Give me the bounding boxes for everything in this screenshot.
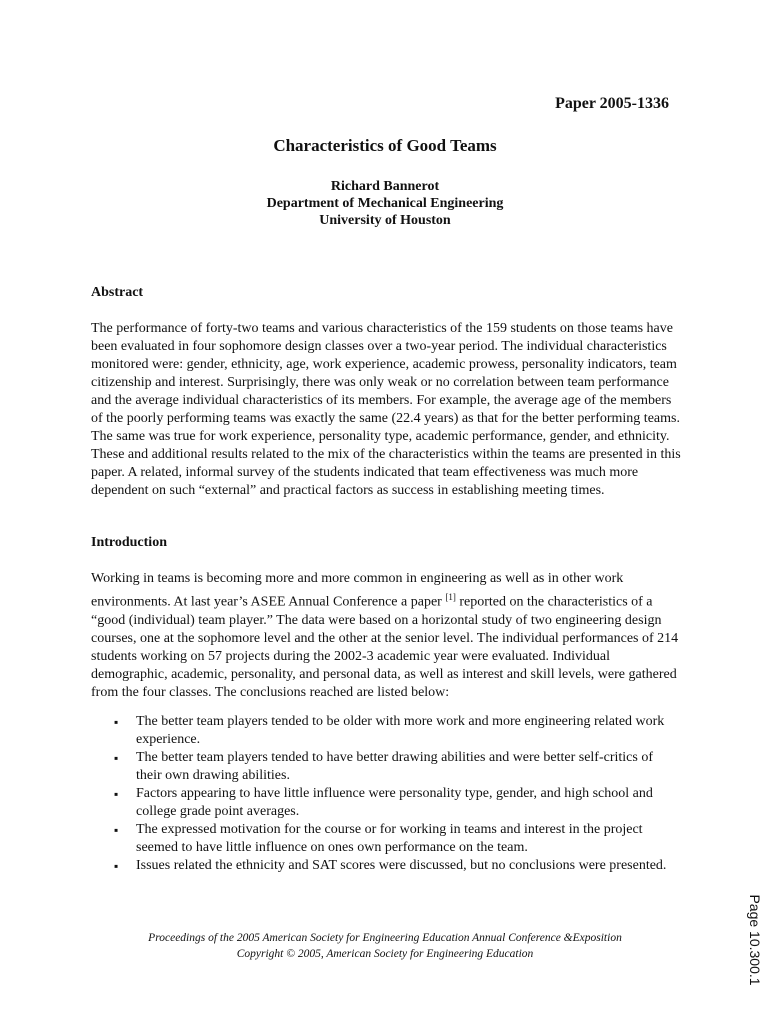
author-block xyxy=(0,178,770,229)
intro-text-part-2: reported on the characteristics of a “good (individual) team player.” The data were based on a horizontal study of two engineering design courses, one at the sophomore level and the other at the senior level. The individual performances of 214 students working on 57 projects during the 2002-3 academic year were evaluated. Individual demographic, academic, personality, and personal data, as well as interest and skill levels, were gathered from the four classes. The conclusions reached are listed below: xyxy=(91,594,679,700)
intro-text-part-1: Working in teams is becoming more and more common in engineering as well as in other work environments. At last year’s ASEE Annual Conference a paper xyxy=(91,571,624,610)
list-item: ▪ Issues related the ethnicity and SAT scores were discussed, but no conclusions were presented. xyxy=(114,857,681,875)
introduction-text xyxy=(91,570,681,702)
introduction-heading: Introduction xyxy=(91,535,167,550)
abstract-text: The performance of forty-two teams and various characteristics of the 159 students on those teams have been evaluated in four sophomore design classes over a two-year period. The individual characteristics monitored were: gender, ethnicity, age, work experience, academic prowess, personality indicators, team citizenship and interest. Surprisingly, there was only weak or no correlation between team performance and the average individual characteristics of its members. For example, the average age of the members of the poorly performing teams was exactly the same (22.4 years) as that for the better performing teams. The same was true for work experience, personality type, academic performance, gender, and ethnicity. These and additional results related to the mix of the characteristics within the teams are presented in this paper. A related, informal survey of the students indicated that team effectiveness was much more dependent on such “external” and practical factors as success in establishing meeting times. xyxy=(91,321,681,498)
author-name: Richard Bannerot xyxy=(330,179,440,194)
page-number-label: Page 10.300.1 xyxy=(747,894,763,986)
paper-title: Characteristics of Good Teams xyxy=(273,136,497,155)
abstract-heading: Abstract xyxy=(91,285,144,300)
page-footer xyxy=(0,930,770,962)
list-item: ▪ The expressed motivation for the course or for working in teams and interest in the project seemed to have little influence on ones own performance on the team. xyxy=(114,821,681,857)
author-department: Department of Mechanical Engineering xyxy=(266,196,504,211)
paper-number: Paper 2005-1336 xyxy=(555,95,669,112)
footer-proceedings: Proceedings of the 2005 American Society for Engineering Education Annual Conference &Exposition xyxy=(148,932,622,944)
citation-ref: [1] xyxy=(445,592,456,602)
conclusions-list xyxy=(114,713,681,875)
list-item: ▪ The better team players tended to be older with more work and more engineering related work experience. xyxy=(114,713,681,749)
list-item: ▪ The better team players tended to have better drawing abilities and were better self-critics of their own drawing abilities. xyxy=(114,749,681,785)
author-university: University of Houston xyxy=(319,213,451,228)
list-item: ▪ Factors appearing to have little influence were personality type, gender, and high school and college grade point averages. xyxy=(114,785,681,821)
footer-copyright: Copyright © 2005, American Society for Engineering Education xyxy=(236,948,534,960)
